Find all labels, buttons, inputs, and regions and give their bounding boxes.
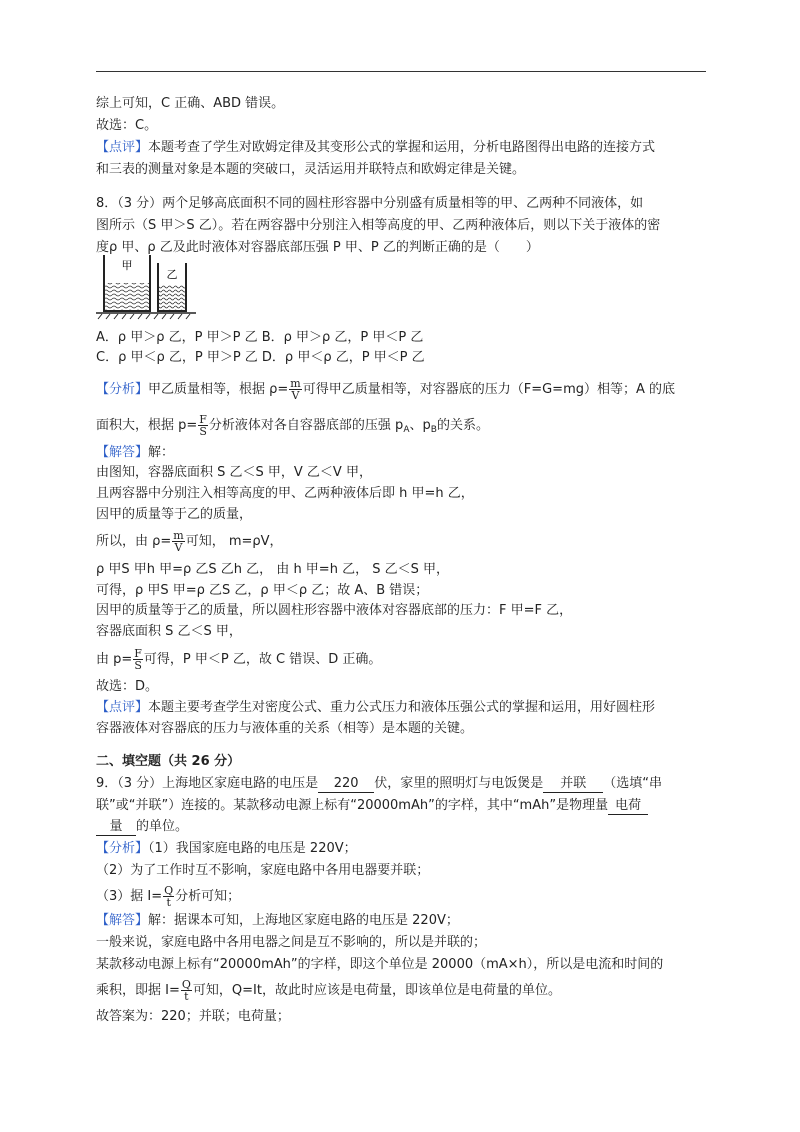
solution-line: 一般来说，家庭电路中各用电器之间是互不影响的，所以是并联的； — [96, 935, 487, 950]
analysis-line — [96, 885, 240, 908]
question-9-stem — [96, 818, 188, 836]
frac-num: F — [134, 647, 142, 660]
answer-blank: 电荷 — [608, 798, 648, 815]
text-seg: 的单位。 — [136, 819, 189, 834]
text-seg: 解：据课本可知，上海地区家庭电路的电压是 220V； — [148, 913, 459, 928]
solution-line: 因甲的质量等于乙的质量，所以圆柱形容器中液体对容器底部的压力：F 甲=F 乙， — [96, 603, 573, 618]
subscript: A — [403, 425, 410, 435]
answer-blank: 220 — [318, 776, 374, 793]
solution-tag: 【解答】 — [96, 913, 149, 928]
fraction — [181, 979, 192, 1002]
fraction — [172, 530, 184, 553]
text-seg: 分析液体对各自容器底部的压强 p — [208, 418, 404, 433]
solution-line: 由图知，容器底面积 S 乙＜S 甲，V 乙＜V 甲， — [96, 465, 372, 480]
frac-num: m — [173, 529, 184, 542]
comment-tag: 【点评】 — [96, 140, 149, 155]
question-8-stem: 图所示（S 甲＞S 乙）。若在两容器中分别注入相等高度的甲、乙两种液体后，则以下关于液体的密 — [96, 218, 661, 233]
solution-line: 且两容器中分别注入相等高度的甲、乙两种液体后即 h 甲=h 乙， — [96, 486, 474, 501]
text-seg: 所以，由 ρ= — [96, 534, 172, 549]
solution-line — [96, 648, 381, 671]
frac-den: t — [166, 896, 171, 909]
question-9-stem — [96, 797, 648, 815]
question-9-stem — [96, 775, 662, 793]
section-title: 二、填空题（共 26 分） — [96, 754, 241, 769]
question-8-stem: 度ρ 甲、ρ 乙及此时液体对容器底部压强 P 甲、P 乙的判断正确的是（ ） — [96, 240, 539, 255]
container-a-label: 甲 — [121, 259, 133, 272]
solution-line — [96, 444, 174, 462]
answer-blank: 量 — [96, 819, 136, 836]
analysis-line — [96, 378, 675, 401]
option-line: A．ρ 甲＞ρ 乙，P 甲＞P 乙 B．ρ 甲＞ρ 乙，P 甲＜P 乙 — [96, 330, 424, 345]
text-seg: 伏，家里的照明灯与电饭煲是 — [374, 776, 544, 791]
text-seg: 面积大，根据 p= — [96, 418, 198, 433]
fraction — [289, 378, 301, 401]
comment-line: 容器液体对容器底的压力与液体重的关系（相等）是本题的关键。 — [96, 721, 474, 736]
solution-tag: 【解答】 — [96, 445, 149, 460]
text-seg: （选填“串 — [603, 776, 662, 791]
solution-line: 可得，ρ 甲S 甲=ρ 乙S 乙，ρ 甲＜ρ 乙；故 A、B 错误； — [96, 583, 429, 598]
fraction — [198, 414, 208, 437]
frac-den: S — [199, 425, 207, 438]
frac-den: V — [174, 541, 183, 554]
text-seg: 联”或“并联”）连接的。某款移动电源上标有“20000mAh”的字样，其中“mAh”是物理量 — [96, 798, 609, 813]
text-seg: 乘积，即据 I= — [96, 983, 180, 998]
answer-line: 故答案为：220；并联；电荷量； — [96, 1009, 290, 1024]
question-8-stem: 8．（3 分）两个足够高底面积不同的圆柱形容器中分别盛有质量相等的甲、乙两种不同液体，如 — [96, 196, 644, 211]
subscript: B — [430, 425, 437, 435]
fraction — [133, 648, 143, 671]
text-line: 故选：C。 — [96, 118, 158, 133]
comment-tag: 【点评】 — [96, 700, 149, 715]
frac-den: t — [184, 990, 189, 1003]
fraction — [163, 885, 174, 908]
analysis-tag: 【分析】 — [96, 382, 149, 397]
frac-num: F — [199, 413, 207, 426]
frac-den: S — [134, 659, 142, 672]
frac-den: V — [291, 389, 300, 402]
header-rule — [96, 71, 706, 72]
text-seg: 可知，Q=It，故此时应该是电荷量，即该单位是电荷量的单位。 — [192, 983, 561, 998]
text-seg: （1）我国家庭电路的电压是 220V； — [148, 841, 357, 856]
text-line: 综上可知，C 正确、ABD 错误。 — [96, 96, 285, 111]
solution-line — [96, 979, 561, 1002]
solution-line: 某款移动电源上标有“20000mAh”的字样，即这个单位是 20000（mA×h），所以是电流和时间的 — [96, 957, 664, 972]
frac-num: Q — [181, 978, 191, 991]
text-seg: 9．（3 分）上海地区家庭电路的电压是 — [96, 776, 319, 791]
analysis-line — [96, 840, 357, 858]
frac-num: Q — [164, 884, 174, 897]
answer-blank: 并联 — [543, 776, 603, 793]
comment-line — [96, 699, 655, 717]
analysis-tag: 【分析】 — [96, 841, 149, 856]
solution-line — [96, 912, 459, 930]
text-seg: 可得甲乙质量相等，对容器底的压力（F=G=mg）相等；A 的底 — [302, 382, 676, 397]
text-seg: 可得，P 甲＜P 乙，故 C 错误、D 正确。 — [143, 652, 382, 667]
solution-line: ρ 甲S 甲h 甲=ρ 乙S 乙h 乙， 由 h 甲=h 乙， S 乙＜S 甲， — [96, 562, 449, 577]
solution-line — [96, 530, 283, 553]
solution-line: 故选：D。 — [96, 679, 159, 694]
text-line: 和三表的测量对象是本题的突破口，灵活运用并联特点和欧姆定律是关键。 — [96, 162, 526, 177]
solution-line: 因甲的质量等于乙的质量， — [96, 507, 253, 522]
solution-line: 容器底面积 S 乙＜S 甲， — [96, 624, 242, 639]
frac-num: m — [290, 377, 301, 390]
text-seg: 甲乙质量相等，根据 ρ= — [148, 382, 289, 397]
text-line — [96, 139, 655, 157]
text-seg: 、p — [409, 418, 431, 433]
text-seg: 的关系。 — [436, 418, 489, 433]
container-b-label: 乙 — [166, 268, 178, 281]
analysis-line — [96, 414, 489, 437]
text-seg: （3）据 I= — [96, 889, 163, 904]
analysis-line: （2）为了工作时互不影响，家庭电路中各用电器要并联； — [96, 863, 430, 878]
option-line: C．ρ 甲＜ρ 乙，P 甲＞P 乙 D．ρ 甲＜ρ 乙，P 甲＜P 乙 — [96, 350, 425, 365]
comment-text: 本题考查了学生对欧姆定律及其变形公式的掌握和运用，分析电路图得出电路的连接方式 — [148, 140, 656, 155]
text-seg: 解： — [148, 445, 175, 460]
containers-figure — [96, 253, 196, 321]
text-seg: 本题主要考查学生对密度公式、重力公式压力和液体压强公式的掌握和运用，用好圆柱形 — [148, 700, 656, 715]
text-seg: 可知， m=ρV， — [185, 534, 283, 549]
text-seg: 分析可知； — [175, 889, 241, 904]
text-seg: 由 p= — [96, 652, 133, 667]
